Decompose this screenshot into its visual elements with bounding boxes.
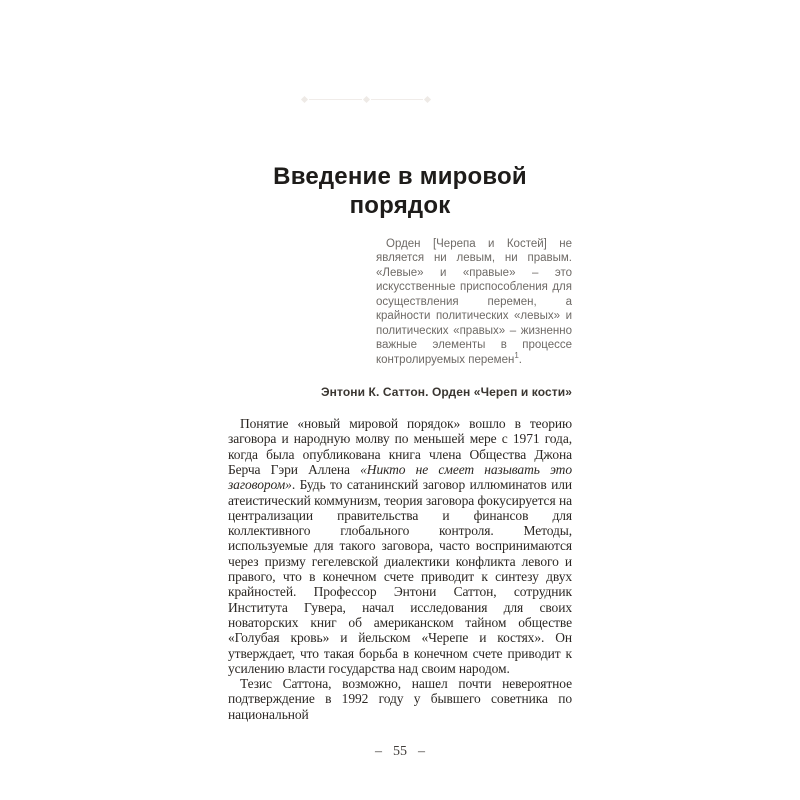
paragraph-text: Понятие «новый мировой порядок» вошло в теорию заговора и народную молву по меньшей мере с 1971 года, когда была опубликована книга члена Общества Джона Берча Гэри Аллена [228,416,572,477]
page-number-dash: – [418,744,425,760]
paragraph [228,416,572,676]
epigraph-terminator: . [518,353,522,366]
divider-diamond-icon [301,96,308,103]
body-text [228,416,572,722]
divider-line [371,99,424,100]
paragraph-text: Тезис Саттона, возможно, нашел почти невероятное подтверждение в 1992 году у бывшего советника по национальной [228,676,572,722]
page-number-value: 55 [393,744,407,760]
chapter-title: Введение в мировой порядок [273,163,527,219]
footnote-marker: 1 [514,350,519,360]
epigraph [376,237,572,368]
page-number-dash: – [375,744,382,760]
epigraph-body: Орден [Черепа и Костей] не является ни левым, ни правым. «Левые» и «правые» – это искусственные приспособления для осуществления перемен, а крайности политических «левых» и политических «правых» – жизненно важные элементы в процессе контролируемых перемен [376,237,572,366]
divider-diamond-icon [362,96,369,103]
decorative-divider [300,96,432,103]
paragraph-text: . Будь то сатанинский заговор иллюминатов или атеистический коммунизм, теория заговора фокусируется на централизации правительства и финансов для коллективного глобального контроля. Методы, используемые для такого заговора, часто воспринимаются через призму гегелевской диалектики конфликта левого и правого, что в конечном счете приводит к синтезу двух крайностей. Профессор Энтони Саттон, сотрудник Института Гувера, начал исследования для своих новаторских книг об американском тайном обществе «Голубая кровь» и йельском «Черепе и костях». Он утверждает, что такая борьба в конечном счете приводит к усилению власти государства над своим народом. [228,477,572,676]
paragraph [228,676,572,722]
divider-line [309,99,362,100]
divider-diamond-icon [424,96,431,103]
book-title-italic: «Никто не смеет называть это заговором» [228,461,572,493]
epigraph-text [376,237,572,368]
text-column [228,0,572,760]
page-number [228,744,572,760]
epigraph-attribution: Энтони К. Саттон. Орден «Череп и кости» [321,385,572,400]
